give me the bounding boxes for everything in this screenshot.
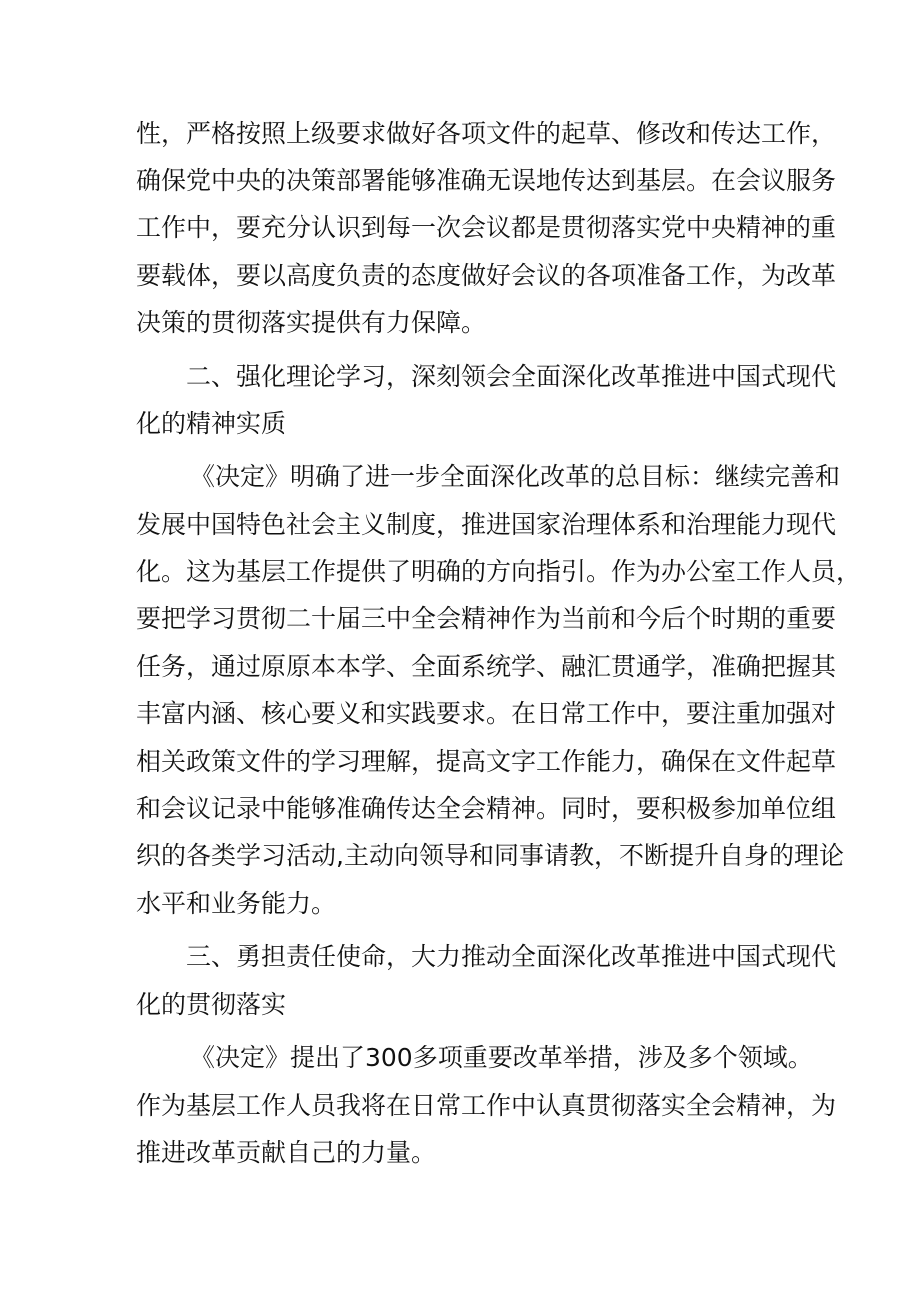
- body-text-line: 丰富内涵、核心要义和实践要求。在日常工作中，要注重加强对: [136, 699, 837, 728]
- body-text-line: 推进改革贡献自己的力量。: [136, 1138, 437, 1167]
- body-text-line: 相关政策文件的学习理解，提高文字工作能力，确保在文件起草: [136, 747, 837, 776]
- body-text-line: 决策的贯彻落实提供有力保障。: [136, 308, 487, 337]
- body-text-line: 化。这为基层工作提供了明确的方向指引。作为办公室工作人员，: [136, 557, 862, 586]
- body-text-line: 和会议记录中能够准确传达全会精神。同时，要积极参加单位组: [136, 794, 837, 823]
- body-text-line: 工作中，要充分认识到每一次会议都是贯彻落实党中央精神的重: [136, 213, 837, 242]
- section-heading-2-cont: 化的精神实质: [136, 409, 287, 438]
- body-text-line: 织的各类学习活动,主动向领导和同事请教，不断提升自身的理论: [136, 841, 844, 870]
- body-text-line: 要把学习贯彻二十届三中全会精神作为当前和今后个时期的重要: [136, 604, 837, 633]
- body-text-line: 作为基层工作人员我将在日常工作中认真贯彻落实全会精神，为: [136, 1091, 837, 1120]
- section-heading-3-cont: 化的贯彻落实: [136, 990, 287, 1019]
- body-text-line: 性，严格按照上级要求做好各项文件的起草、修改和传达工作，: [136, 119, 837, 148]
- body-text-line: 《决定》明确了进一步全面深化改革的总目标：继续完善和: [190, 462, 841, 491]
- body-text-line: 发展中国特色社会主义制度，推进国家治理体系和治理能力现代: [136, 510, 837, 539]
- section-heading-2: 二、强化理论学习，深刻领会全面深化改革推进中国式现代: [186, 362, 837, 391]
- body-text-line: 确保党中央的决策部署能够准确无误地传达到基层。在会议服务: [136, 166, 837, 195]
- body-text-line: 任务，通过原原本本学、全面系统学、融汇贯通学，准确把握其: [136, 652, 837, 681]
- body-text-line: 《决定》提出了300多项重要改革举措，涉及多个领域。: [190, 1043, 813, 1072]
- section-heading-3: 三、勇担责任使命，大力推动全面深化改革推进中国式现代: [186, 942, 837, 971]
- body-text-line: 水平和业务能力。: [136, 889, 337, 918]
- body-text-line: 要载体，要以高度负责的态度做好会议的各项准备工作，为改革: [136, 261, 837, 290]
